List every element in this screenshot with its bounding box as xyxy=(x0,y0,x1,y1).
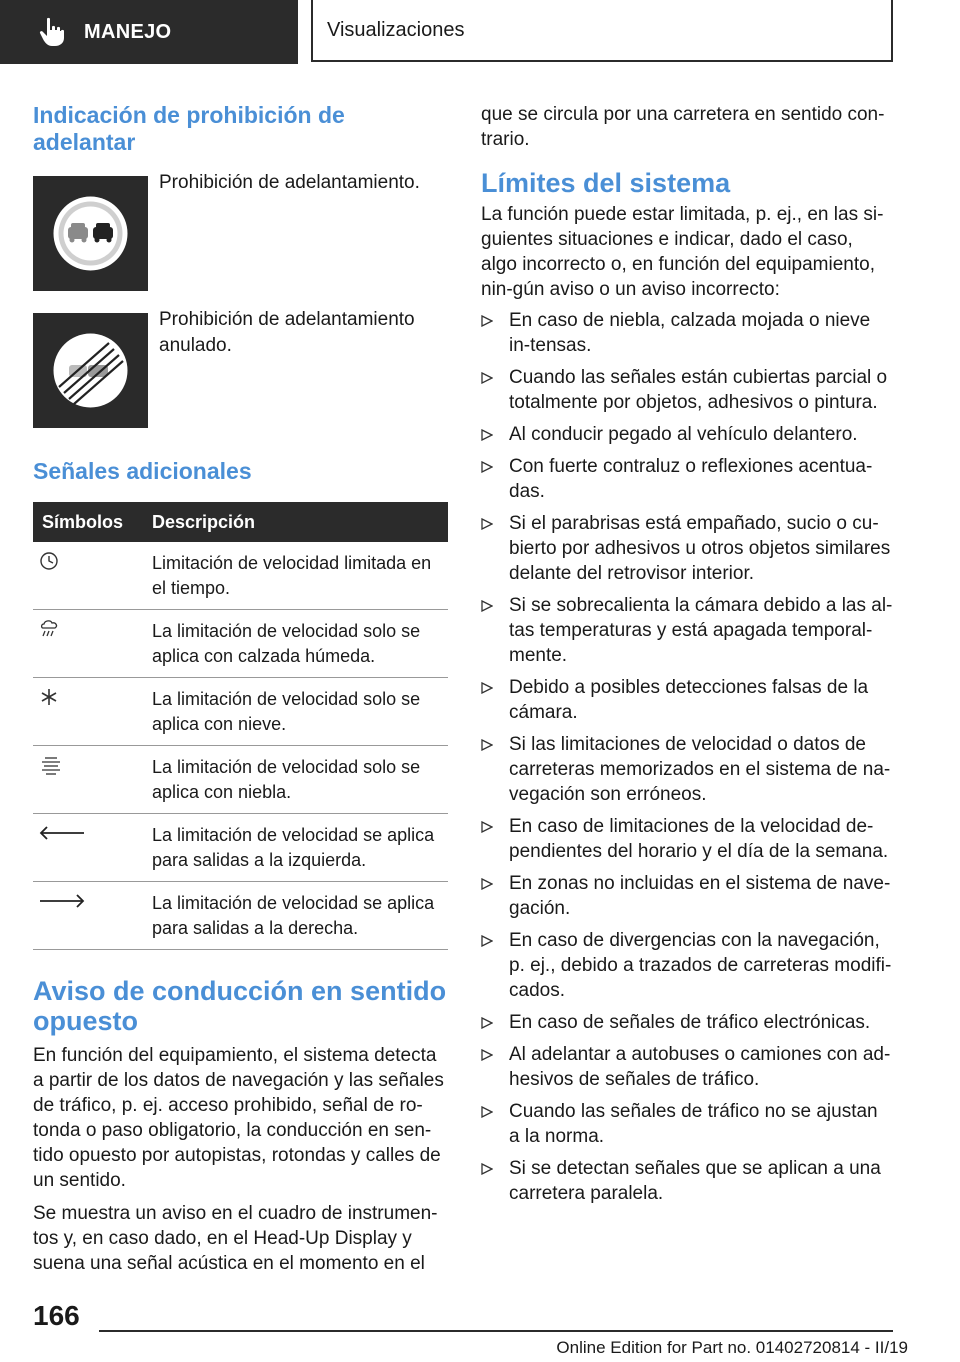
list-item-text: Si el parabrisas está empañado, sucio o cu-bierto por adhesivos u otros objetos similares delante del retrovisor interior. xyxy=(509,513,891,584)
list-item xyxy=(481,928,893,1003)
table-row xyxy=(33,678,448,746)
symbols-table xyxy=(33,502,448,950)
list-item xyxy=(481,454,893,504)
table-cell-description: La limitación de velocidad se aplica para salidas a la derecha. xyxy=(152,882,448,950)
section-label: MANEJO xyxy=(84,20,172,43)
no-overtaking-sign-icon xyxy=(33,176,148,291)
left-column xyxy=(33,102,448,1276)
column-header-description: Descripción xyxy=(152,502,448,542)
chapter-tab xyxy=(311,0,893,62)
section-title-wrong-way: Aviso de conducción en sentido opuesto xyxy=(33,976,447,1036)
footer-divider xyxy=(99,1330,893,1332)
list-item xyxy=(481,1156,893,1206)
list-item xyxy=(481,422,893,447)
list-item-text: Al adelantar a autobuses o camiones con ad-hesivos de señales de tráfico. xyxy=(509,1044,891,1090)
table-row xyxy=(33,814,448,882)
table-cell-description: La limitación de velocidad solo se aplica con niebla. xyxy=(152,746,448,814)
list-item-text: En caso de señales de tráfico electrónicas. xyxy=(509,1012,871,1033)
edition-note: Online Edition for Part no. 01402720814 - II/19 xyxy=(556,1338,908,1357)
section-title-no-overtaking: Indicación de prohibición de adelantar xyxy=(33,102,345,155)
section-tab xyxy=(0,0,298,64)
list-item xyxy=(481,675,893,725)
list-item xyxy=(481,1010,893,1035)
table-header-row xyxy=(33,502,448,542)
table-row xyxy=(33,746,448,814)
clock-icon xyxy=(33,542,152,610)
sign-description: Prohibición de adelantamiento anulado. xyxy=(159,309,415,356)
table-row xyxy=(33,610,448,678)
paragraph: En función del equipamiento, el sistema detecta a partir de los datos de navegación y las señales de tráfico, p. ej. acceso prohibido, señal de ro-tonda o paso obligatorio, la conducción en sen-tido opuesto por autopistas, rotondas y calles de un sentido. xyxy=(33,1045,444,1191)
list-item xyxy=(481,871,893,921)
list-item xyxy=(481,308,893,358)
list-item-text: Si las limitaciones de velocidad o datos de carreteras memorizados en el sistema de na-vegación son erróneos. xyxy=(509,734,891,805)
table-row xyxy=(33,882,448,950)
list-item-text: Cuando las señales están cubiertas parcial o totalmente por objetos, adhesivos o pintura. xyxy=(509,367,888,413)
paragraph-continued: que se circula por una carretera en sentido con-trario. xyxy=(481,104,885,150)
list-item xyxy=(481,511,893,586)
section-title-additional-signs: Señales adicionales xyxy=(33,458,252,484)
list-item-text: En caso de limitaciones de la velocidad de-pendientes del horario y el día de la semana. xyxy=(509,816,889,862)
list-item xyxy=(481,814,893,864)
triangle-bullet-icon xyxy=(481,1049,493,1061)
list-item xyxy=(481,365,893,415)
triangle-bullet-icon xyxy=(481,461,493,473)
list-item-text: Si se detectan señales que se aplican a una carretera paralela. xyxy=(509,1158,881,1204)
end-no-overtaking-sign-icon xyxy=(33,313,148,428)
sign-description: Prohibición de adelantamiento. xyxy=(159,172,420,193)
list-item-text: En caso de divergencias con la navegación, p. ej., debido a trazados de carreteras modifi-cados. xyxy=(509,930,892,1001)
arrow-left-icon xyxy=(33,814,152,882)
section-title-system-limits: Límites del sistema xyxy=(481,168,731,198)
list-item xyxy=(481,732,893,807)
right-column xyxy=(481,102,893,1213)
limits-list xyxy=(481,308,893,1206)
page-header xyxy=(0,0,960,66)
fog-icon xyxy=(33,746,152,814)
list-item xyxy=(481,593,893,668)
list-item-text: Con fuerte contraluz o reflexiones acentua-das. xyxy=(509,456,873,502)
paragraph: Se muestra un aviso en el cuadro de instrumen-tos y, en caso dado, en el Head-Up Display y suena una señal acústica en el momento en el xyxy=(33,1203,438,1274)
list-item-text: En caso de niebla, calzada mojada o nieve in-tensas. xyxy=(509,310,871,356)
table-row xyxy=(33,542,448,610)
list-item xyxy=(481,1099,893,1149)
chapter-label: Visualizaciones xyxy=(327,18,465,41)
triangle-bullet-icon xyxy=(481,372,493,384)
list-item-text: Al conducir pegado al vehículo delantero. xyxy=(509,424,858,445)
sign-row xyxy=(33,172,448,291)
triangle-bullet-icon xyxy=(481,935,493,947)
triangle-bullet-icon xyxy=(481,739,493,751)
triangle-bullet-icon xyxy=(481,821,493,833)
list-item-text: En zonas no incluidas en el sistema de nave-gación. xyxy=(509,873,891,919)
list-item-text: Cuando las señales de tráfico no se ajustan a la norma. xyxy=(509,1101,878,1147)
column-header-symbols: Símbolos xyxy=(33,502,152,542)
rain-icon xyxy=(33,610,152,678)
triangle-bullet-icon xyxy=(481,682,493,694)
triangle-bullet-icon xyxy=(481,429,493,441)
paragraph: La función puede estar limitada, p. ej., en las si-guientes situaciones e indicar, dado el caso, algo incorrecto o, en función del equipamiento, nin-gún aviso o un aviso incorrecto: xyxy=(481,204,884,300)
triangle-bullet-icon xyxy=(481,878,493,890)
arrow-right-icon xyxy=(33,882,152,950)
triangle-bullet-icon xyxy=(481,315,493,327)
table-cell-description: Limitación de velocidad limitada en el tiempo. xyxy=(152,542,448,610)
triangle-bullet-icon xyxy=(481,1017,493,1029)
list-item-text: Debido a posibles detecciones falsas de la cámara. xyxy=(509,677,869,723)
list-item-text: Si se sobrecalienta la cámara debido a las al-tas temperaturas y está apagada temporal-mente. xyxy=(509,595,893,666)
page-number: 166 xyxy=(33,1300,80,1331)
table-cell-description: La limitación de velocidad solo se aplica con calzada húmeda. xyxy=(152,610,448,678)
triangle-bullet-icon xyxy=(481,1163,493,1175)
snowflake-icon xyxy=(33,678,152,746)
triangle-bullet-icon xyxy=(481,518,493,530)
triangle-bullet-icon xyxy=(481,600,493,612)
sign-row xyxy=(33,309,448,428)
hand-icon xyxy=(38,17,66,47)
list-item xyxy=(481,1042,893,1092)
table-cell-description: La limitación de velocidad solo se aplica con nieve. xyxy=(152,678,448,746)
table-cell-description: La limitación de velocidad se aplica para salidas a la izquierda. xyxy=(152,814,448,882)
triangle-bullet-icon xyxy=(481,1106,493,1118)
